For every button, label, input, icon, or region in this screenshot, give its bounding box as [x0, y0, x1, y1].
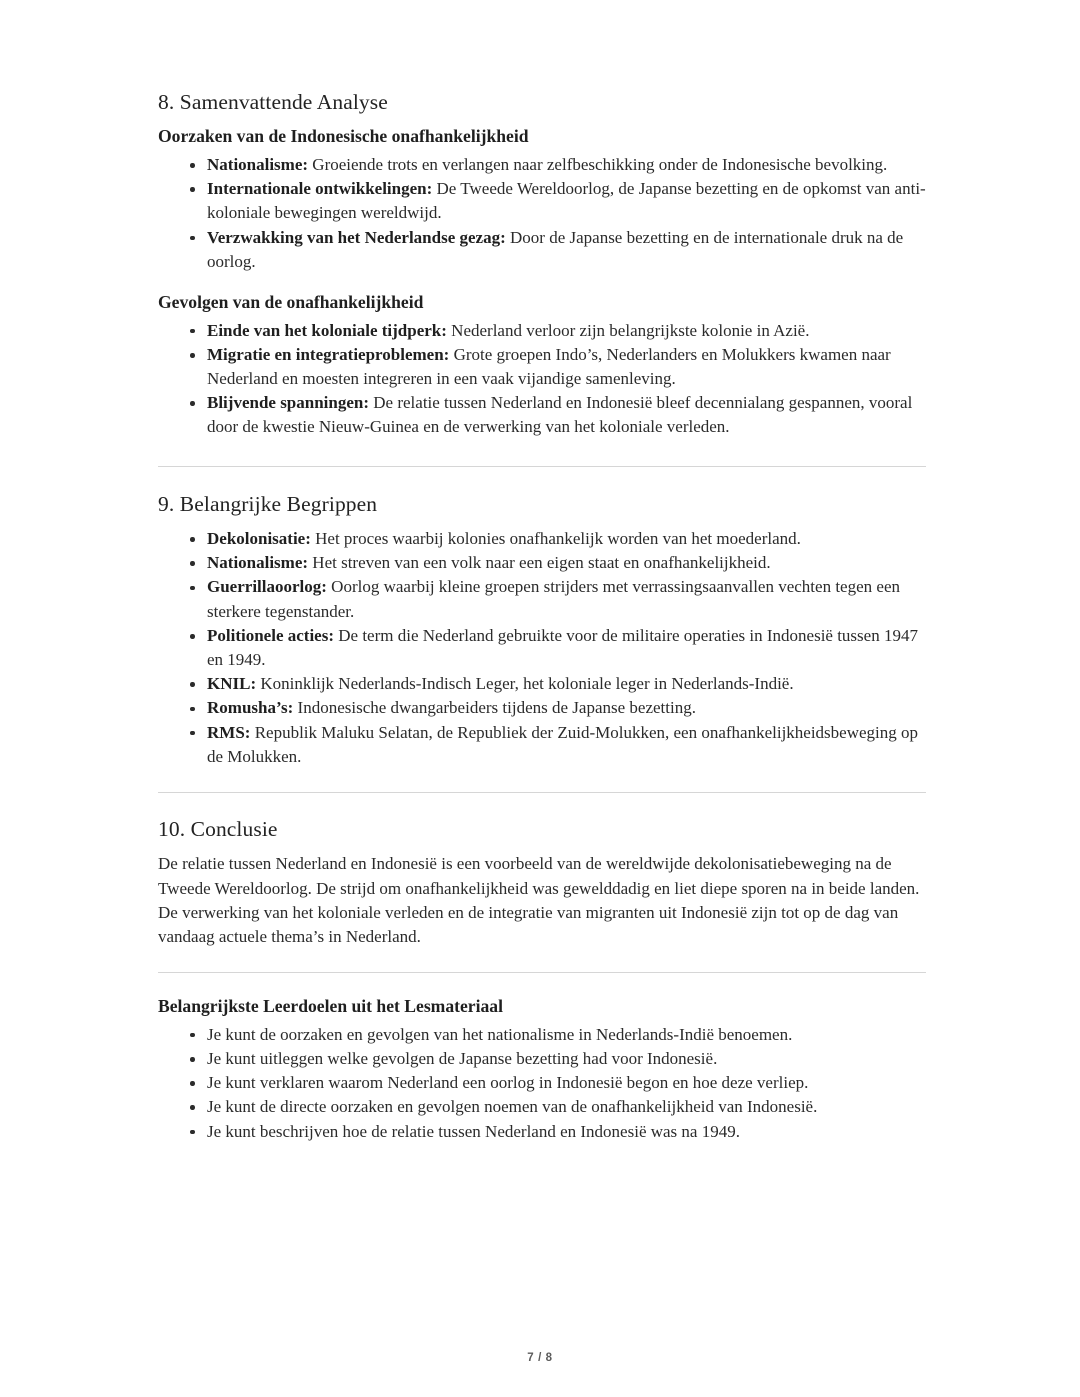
list-item-lead: Nationalisme:: [207, 154, 309, 174]
list-item: [158, 575, 926, 623]
list-item-lead: Nationalisme:: [207, 553, 309, 573]
page-number: 7 / 8: [527, 1352, 553, 1364]
list-item: [158, 1120, 926, 1144]
section-belangrijke-begrippen: [158, 490, 926, 769]
list-item-text: Indonesische dwangarbeiders tijdens de Japanse bezetting.: [293, 698, 696, 718]
divider-wrapper: [158, 440, 926, 490]
subheading-gevolgen: Gevolgen van de onafhankelijkheid: [158, 291, 424, 312]
section-divider: [158, 792, 926, 793]
section-title-conclusie: 10. Conclusie: [158, 816, 278, 841]
list-item-lead: Dekolonisatie:: [207, 528, 311, 548]
divider-wrapper: [158, 949, 926, 995]
list-leerdoelen: [158, 1023, 926, 1144]
list-item-lead: Einde van het koloniale tijdperk:: [207, 320, 447, 340]
list-item: [158, 721, 926, 769]
list-item-text: Nederland verloor zijn belangrijkste kolonie in Azië.: [446, 320, 810, 340]
list-item-text: Grote groepen Indo’s, Nederlanders en Molukkers kwamen naar Nederland en moesten integreren in een vaak vijandige samenleving.: [207, 344, 891, 388]
list-item: [158, 527, 926, 551]
subheading-oorzaken: Oorzaken van de Indonesische onafhankelijkheid: [158, 126, 529, 147]
section-leerdoelen: [158, 995, 926, 1144]
conclusie-paragraph: De relatie tussen Nederland en Indonesië is een voorbeeld van de wereldwijde dekolonisatiebeweging na de Tweede Wereldoorlog. De strijd om onafhankelijkheid was gewelddadig en liet diepe sporen na in beide landen. De verwerking van het koloniale verleden en de integratie van migranten uit Indonesië zijn tot op de dag van vandaag actuele thema’s in Nederland.: [158, 854, 920, 946]
list-item-text: Het streven van een volk naar een eigen staat en onafhankelijkheid.: [308, 553, 771, 573]
list-item: [158, 551, 926, 575]
list-oorzaken: [158, 153, 926, 274]
section-samenvattende-analyse: [158, 88, 926, 440]
page-content: [158, 88, 926, 1144]
list-gevolgen: [158, 319, 926, 440]
list-item-lead: Verzwakking van het Nederlandse gezag:: [207, 227, 506, 247]
list-item: [158, 1023, 926, 1047]
list-item-text: De term die Nederland gebruikte voor de militaire operaties in Indonesië tussen 1947 en 1949.: [207, 625, 918, 669]
list-item: [158, 624, 926, 672]
list-item-lead: Internationale ontwikkelingen:: [207, 179, 433, 199]
list-item-lead: KNIL:: [207, 674, 257, 694]
list-item-text: Groeiende trots en verlangen naar zelfbeschikking onder de Indonesische bevolking.: [308, 154, 888, 174]
list-item: [158, 226, 926, 274]
section-title-begrippen: 9. Belangrijke Begrippen: [158, 491, 378, 516]
list-item-lead: Guerrillaoorlog:: [207, 577, 327, 597]
list-item: [158, 391, 926, 439]
divider-wrapper: [158, 769, 926, 815]
list-item: [158, 153, 926, 177]
list-item: [158, 696, 926, 720]
list-item-text: De relatie tussen Nederland en Indonesië bleef decennialang gespannen, vooral door de kwestie Nieuw-Guinea en de verwerking van het koloniale verleden.: [207, 393, 913, 437]
subheading-leerdoelen: Belangrijkste Leerdoelen uit het Lesmateriaal: [158, 996, 503, 1017]
list-item-text: Republik Maluku Selatan, de Republiek der Zuid-Molukken, een onafhankelijkheidsbeweging op de Molukken.: [207, 722, 919, 766]
list-item: [158, 319, 926, 343]
list-item: [158, 1047, 926, 1071]
list-item-text: Door de Japanse bezetting en de internationale druk na de oorlog.: [207, 227, 904, 271]
list-item: [158, 1071, 926, 1095]
section-conclusie: [158, 815, 926, 949]
list-item-lead: Romusha’s:: [207, 698, 294, 718]
list-item-text: Je kunt verklaren waarom Nederland een oorlog in Indonesië begon en hoe deze verliep.: [207, 1073, 809, 1093]
spacer: [158, 274, 926, 291]
list-item-text: Het proces waarbij kolonies onafhankelijk worden van het moederland.: [310, 528, 801, 548]
list-item: [158, 343, 926, 391]
section-divider: [158, 466, 926, 467]
list-item-text: Je kunt beschrijven hoe de relatie tussen Nederland en Indonesië was na 1949.: [207, 1121, 740, 1141]
list-item-text: Je kunt de oorzaken en gevolgen van het nationalisme in Nederlands-Indië benoemen.: [207, 1024, 793, 1044]
section-divider: [158, 972, 926, 973]
list-item-lead: RMS:: [207, 722, 251, 742]
list-begrippen: [158, 527, 926, 769]
list-item-text: Koninklijk Nederlands-Indisch Leger, het koloniale leger in Nederlands-Indië.: [256, 674, 794, 694]
list-item-lead: Migratie en integratieproblemen:: [207, 344, 450, 364]
list-item: [158, 1095, 926, 1119]
page-footer: [0, 1352, 1080, 1364]
list-item-text: Je kunt uitleggen welke gevolgen de Japanse bezetting had voor Indonesië.: [207, 1048, 718, 1068]
list-item-lead: Politionele acties:: [207, 625, 334, 645]
list-item-text: De Tweede Wereldoorlog, de Japanse bezetting en de opkomst van anti-koloniale bewegingen wereldwijd.: [207, 179, 926, 223]
list-item-text: Je kunt de directe oorzaken en gevolgen noemen van de onafhankelijkheid van Indonesië.: [207, 1097, 818, 1117]
list-item: [158, 177, 926, 225]
section-title-analyse: 8. Samenvattende Analyse: [158, 90, 388, 114]
list-item-lead: Blijvende spanningen:: [207, 393, 370, 413]
list-item: [158, 672, 926, 696]
list-item-text: Oorlog waarbij kleine groepen strijders met verrassingsaanvallen vechten tegen een sterkere tegenstander.: [207, 577, 900, 621]
